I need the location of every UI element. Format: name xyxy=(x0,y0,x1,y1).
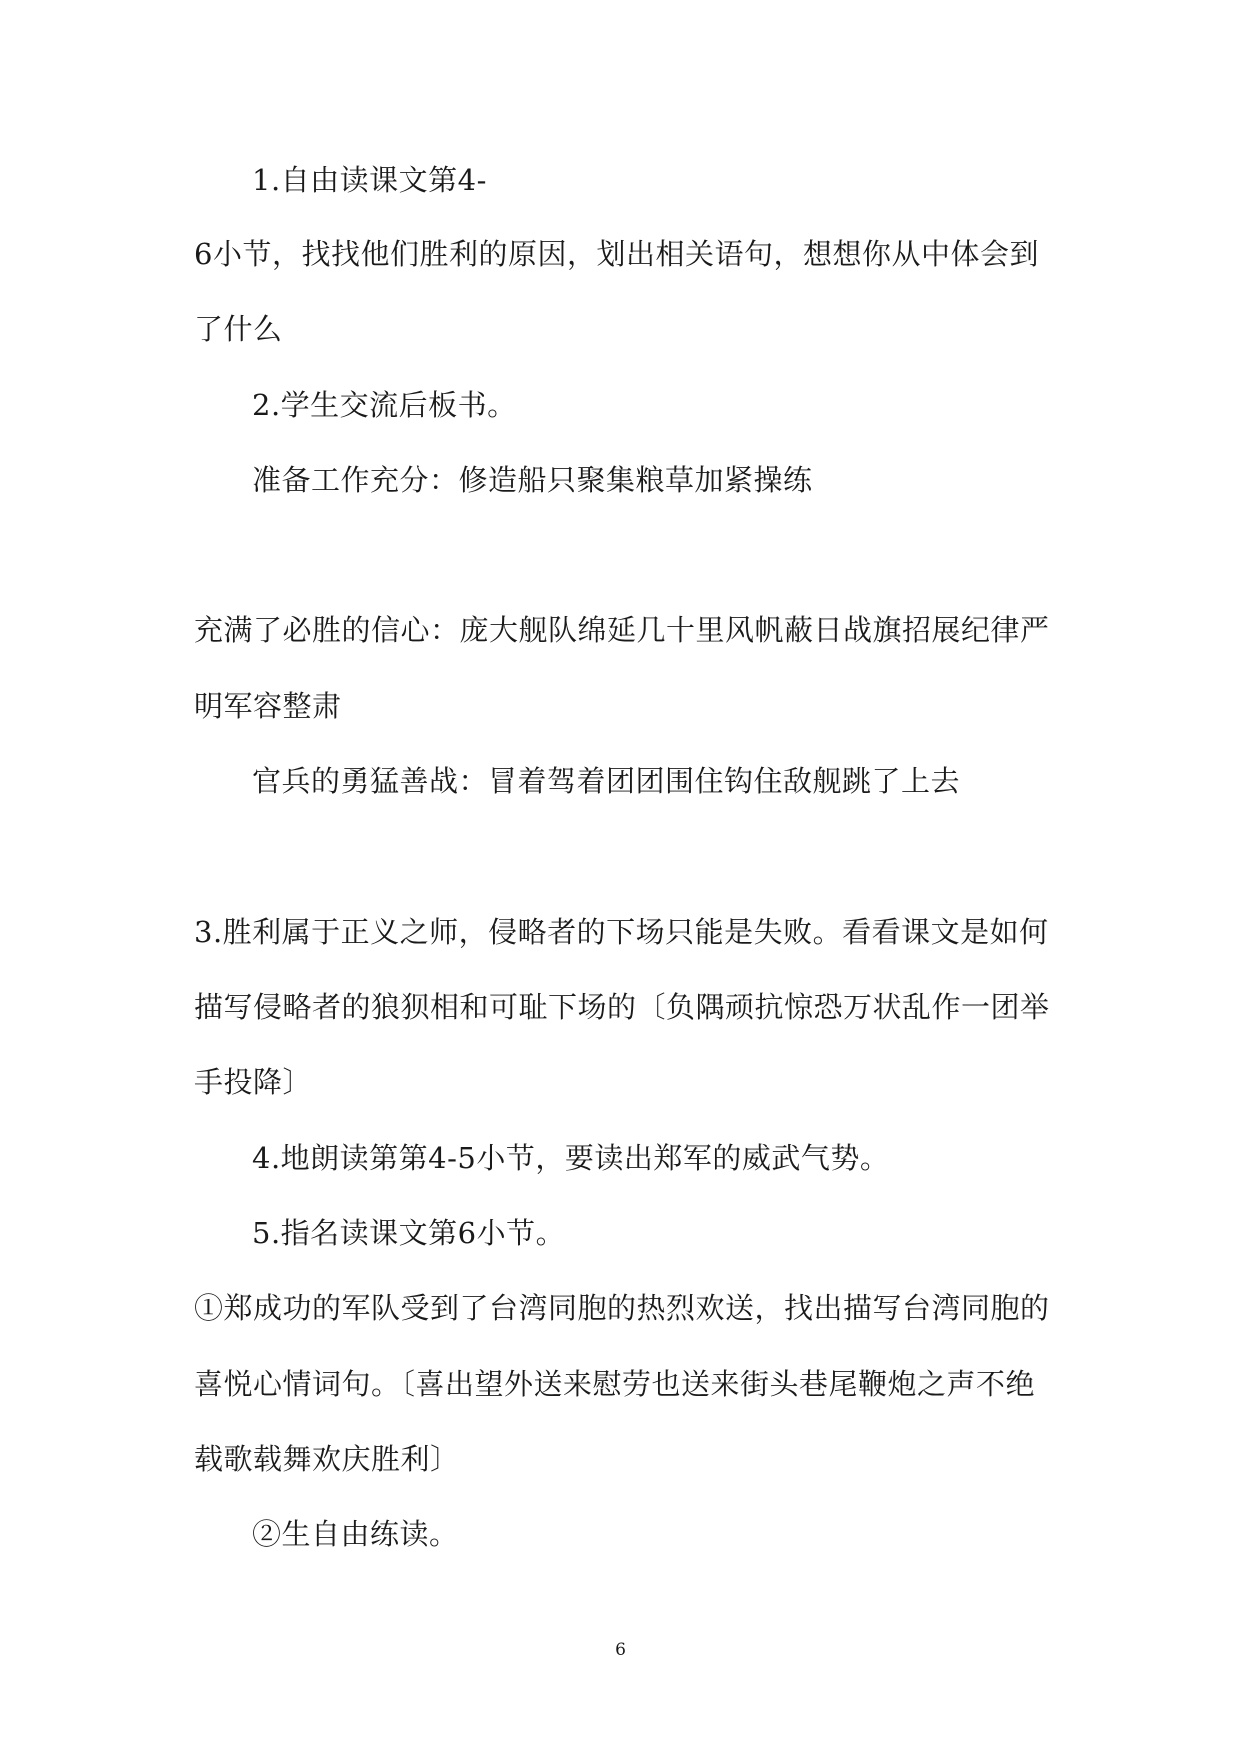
text-line: 了什么 xyxy=(194,312,283,346)
text-line: 喜悦心情词句。〔喜出望外送来慰劳也送来街头巷尾鞭炮之声不绝 xyxy=(194,1367,1036,1401)
text-line: 5.指名读课文第6小节。 xyxy=(252,1216,566,1250)
text-line: 3.胜利属于正义之师，侵略者的下场只能是失败。看看课文是如何 xyxy=(194,915,1049,949)
text-line: 明军容整肃 xyxy=(194,689,342,723)
text-line: ①郑成功的军队受到了台湾同胞的热烈欢送，找出描写台湾同胞的 xyxy=(194,1291,1050,1325)
text-line: 载歌载舞欢庆胜利〕 xyxy=(194,1442,460,1476)
text-line: 充满了必胜的信心：庞大舰队绵延几十里风帆蔽日战旗招展纪律严 xyxy=(194,613,1050,647)
text-line: 1.自由读课文第4- xyxy=(252,163,487,197)
text-line: 4.地朗读第第4-5小节，要读出郑军的威武气势。 xyxy=(252,1141,890,1175)
text-line: 6小节，找找他们胜利的原因，划出相关语句，想想你从中体会到 xyxy=(194,237,1039,271)
text-line: 描写侵略者的狼狈相和可耻下场的〔负隅顽抗惊恐万状乱作一团举 xyxy=(194,990,1050,1024)
text-line: ②生自由练读。 xyxy=(252,1517,459,1551)
page-number: 6 xyxy=(615,1640,626,1660)
text-line: 2.学生交流后板书。 xyxy=(252,388,517,422)
text-line: 官兵的勇猛善战：冒着驾着团团围住钩住敌舰跳了上去 xyxy=(252,764,961,798)
text-line: 准备工作充分：修造船只聚集粮草加紧操练 xyxy=(252,463,813,497)
text-line: 手投降〕 xyxy=(194,1065,313,1099)
